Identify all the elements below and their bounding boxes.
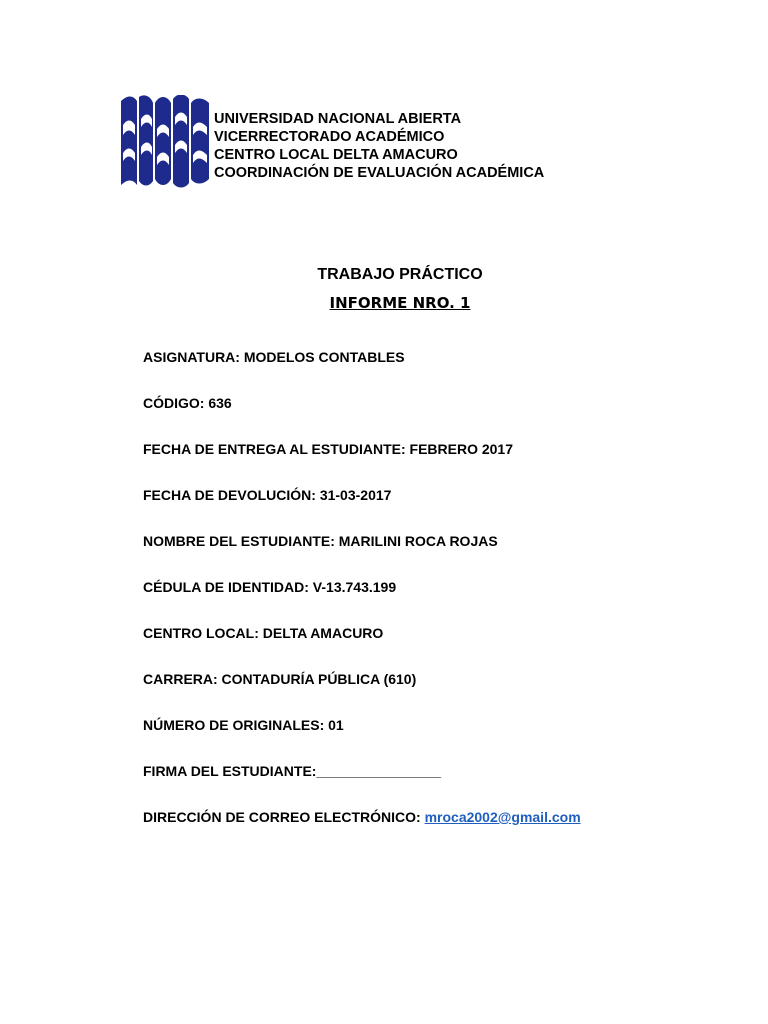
email-link[interactable]: mroca2002@gmail.com (424, 809, 581, 825)
field-originales: NÚMERO DE ORIGINALES: 01 (143, 717, 344, 733)
field-cedula: CÉDULA DE IDENTIDAD: V-13.743.199 (143, 579, 397, 595)
header-line-university: UNIVERSIDAD NACIONAL ABIERTA (214, 111, 462, 127)
field-fecha-devolucion: FECHA DE DEVOLUCIÓN: 31-03-2017 (143, 487, 392, 503)
header-line-centro-local: CENTRO LOCAL DELTA AMACURO (214, 147, 458, 163)
field-fecha-entrega: FECHA DE ENTREGA AL ESTUDIANTE: FEBRERO 2017 (143, 441, 514, 457)
una-logo-icon (121, 95, 209, 188)
document-subtitle: INFORME NRO. 1 (329, 294, 471, 312)
document-title: TRABAJO PRÁCTICO (317, 266, 483, 283)
correo-label: DIRECCIÓN DE CORREO ELECTRÓNICO: (143, 809, 425, 825)
institution-header (214, 110, 544, 182)
header-line-coordinacion: COORDINACIÓN DE EVALUACIÓN ACADÉMICA (214, 165, 545, 181)
field-carrera: CARRERA: CONTADURÍA PÚBLICA (610) (143, 671, 417, 687)
field-centro-local: CENTRO LOCAL: DELTA AMACURO (143, 625, 384, 641)
field-nombre-estudiante: NOMBRE DEL ESTUDIANTE: MARILINI ROCA ROJAS (143, 533, 498, 549)
field-correo (143, 809, 581, 825)
field-asignatura: ASIGNATURA: MODELOS CONTABLES (143, 349, 405, 365)
field-firma: FIRMA DEL ESTUDIANTE:________________ (143, 763, 442, 779)
header-line-vicerrectorado: VICERRECTORADO ACADÉMICO (214, 129, 445, 145)
field-codigo: CÓDIGO: 636 (143, 395, 232, 411)
